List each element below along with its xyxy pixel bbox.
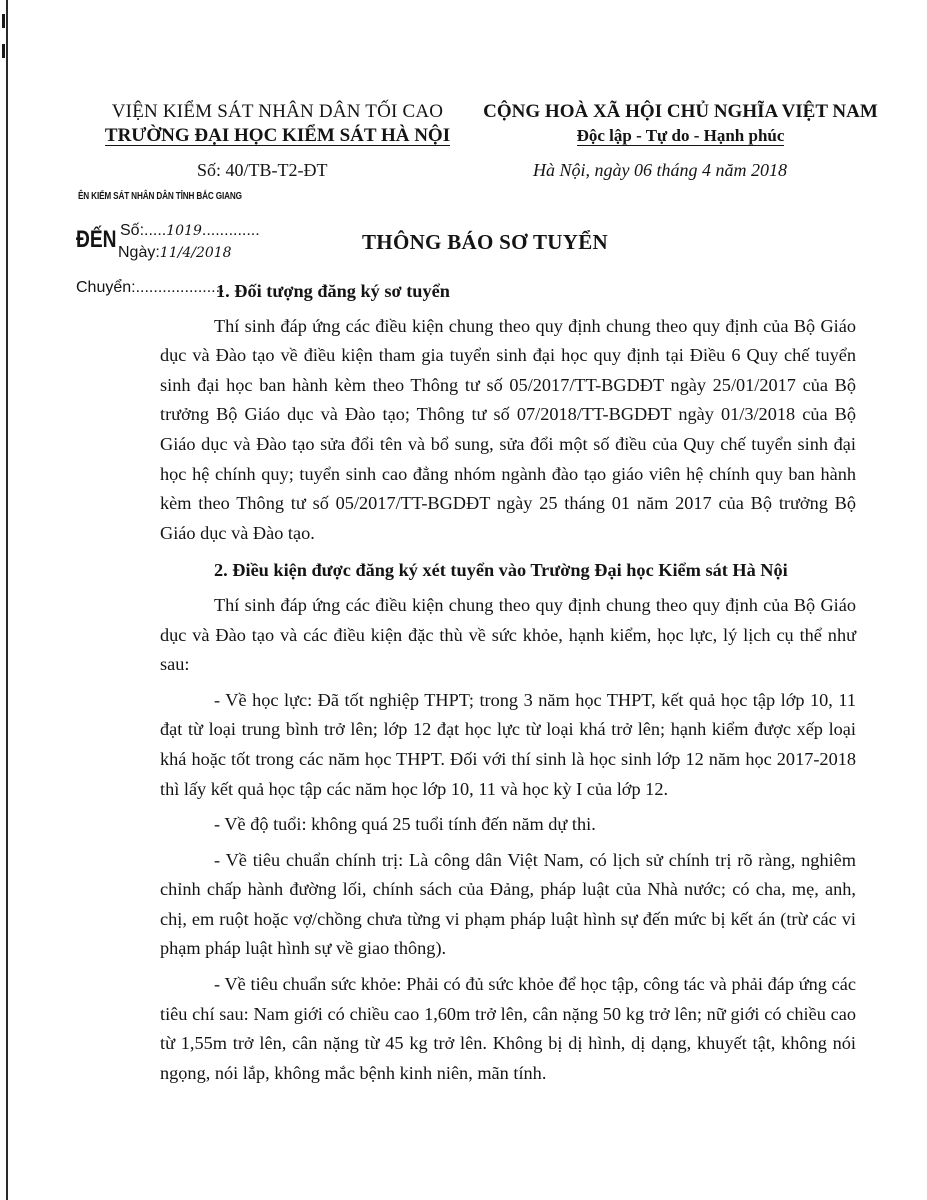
- issue-date: Hà Nội, ngày 06 tháng 4 năm 2018: [533, 160, 787, 180]
- receipt-stamp-forward: Chuyển:....................: [76, 279, 225, 296]
- receipt-stamp-org: ÊN KIỂM SÁT NHÂN DÂN TỈNH BẮC GIANG: [78, 190, 242, 202]
- national-title: CỘNG HOÀ XÃ HỘI CHỦ NGHĨA VIỆT NAM: [483, 101, 878, 122]
- section-2-intro: Thí sinh đáp ứng các điều kiện chung theo quy định chung theo quy định của Bộ Giáo dục và Đào tạo và các điều kiện đặc thù về sức khỏe, hạnh kiểm, học lực, lý lịch cụ thể như sau:: [160, 594, 856, 675]
- criterion-academic: - Về học lực: Đã tốt nghiệp THPT; trong 3 năm học THPT, kết quả học tập lớp 10, 11 đạt từ loại trung bình trở lên; lớp 12 đạt học lực từ loại khá trở lên; hạnh kiểm được xếp loại khá hoặc tốt trong các năm học THPT. Đối với thí sinh là học sinh lớp 12 năm học 2017-2018 thì lấy kết quả học tập các năm học lớp 10, 11 và học kỳ I của lớp 12.: [160, 689, 856, 799]
- page-title: THÔNG BÁO SƠ TUYỂN: [362, 230, 608, 254]
- receipt-stamp-number: Số:.....1019.............: [120, 222, 260, 239]
- national-header: [468, 100, 893, 148]
- receipt-stamp-date: Ngày:11/4/2018: [118, 244, 232, 261]
- page-edge: [6, 0, 8, 1200]
- section-2-heading: 2. Điều kiện được đăng ký xét tuyển vào Trường Đại học Kiểm sát Hà Nội: [214, 560, 788, 581]
- issuer-header: [95, 100, 460, 148]
- document-number: Số: 40/TB-T2-ĐT: [197, 160, 328, 180]
- receipt-stamp-den: ĐẾN: [76, 226, 117, 253]
- scan-mark: [2, 44, 5, 58]
- section-1-paragraph: Thí sinh đáp ứng các điều kiện chung theo quy định chung theo quy định của Bộ Giáo dục và Đào tạo về điều kiện tham gia tuyển sinh đại học quy định tại Điều 6 Quy chế tuyển sinh đại học ban hành kèm theo Thông tư số 05/2017/TT-BGDĐT ngày 25/01/2017 của Bộ trưởng Bộ Giáo dục và Đào tạo; Thông tư số 07/2018/TT-BGDĐT ngày 01/3/2018 của Bộ Giáo dục và Đào tạo sửa đổi tên và bổ sung, sửa đổi một số điều của Quy chế tuyển sinh đại học hệ chính quy; tuyển sinh cao đẳng nhóm ngành đào tạo giáo viên hệ chính quy ban hành kèm theo Thông tư số 05/2017/TT-BGDĐT ngày 25 tháng 01 năm 2017 của Bộ trưởng Bộ Giáo dục và Đào tạo.: [160, 315, 856, 543]
- criterion-political: - Về tiêu chuẩn chính trị: Là công dân Việt Nam, có lịch sử chính trị rõ ràng, nghiêm chỉnh chấp hành đường lối, chính sách của Đảng, pháp luật của Nhà nước; có cha, mẹ, anh, chị, em ruột hoặc vợ/chồng chưa từng vi phạm pháp luật hình sự đến mức bị kết án (trừ các vi phạm pháp luật hình sự về giao thông).: [160, 849, 856, 959]
- national-motto: Độc lập - Tự do - Hạnh phúc: [576, 126, 785, 145]
- issuer-name: TRƯỜNG ĐẠI HỌC KIỂM SÁT HÀ NỘI: [104, 125, 451, 146]
- issuer-parent: VIỆN KIỂM SÁT NHÂN DÂN TỐI CAO: [111, 101, 444, 122]
- scan-mark: [2, 14, 5, 28]
- section-1-heading: 1. Đối tượng đăng ký sơ tuyển: [216, 281, 450, 301]
- document-body: [160, 277, 856, 1088]
- criterion-age: - Về độ tuổi: không quá 25 tuổi tính đến năm dự thi.: [214, 814, 596, 835]
- criterion-health: - Về tiêu chuẩn sức khỏe: Phải có đủ sức khỏe để học tập, công tác và phải đáp ứng các tiêu chí sau: Nam giới có chiều cao 1,60m trở lên, cân nặng 50 kg trở lên; nữ giới có chiều cao từ 1,55m trở lên, cân nặng từ 45 kg trở lên. Không bị dị hình, dị dạng, khuyết tật, không nói ngọng, nói lắp, không mắc bệnh kinh niên, mãn tính.: [160, 974, 856, 1083]
